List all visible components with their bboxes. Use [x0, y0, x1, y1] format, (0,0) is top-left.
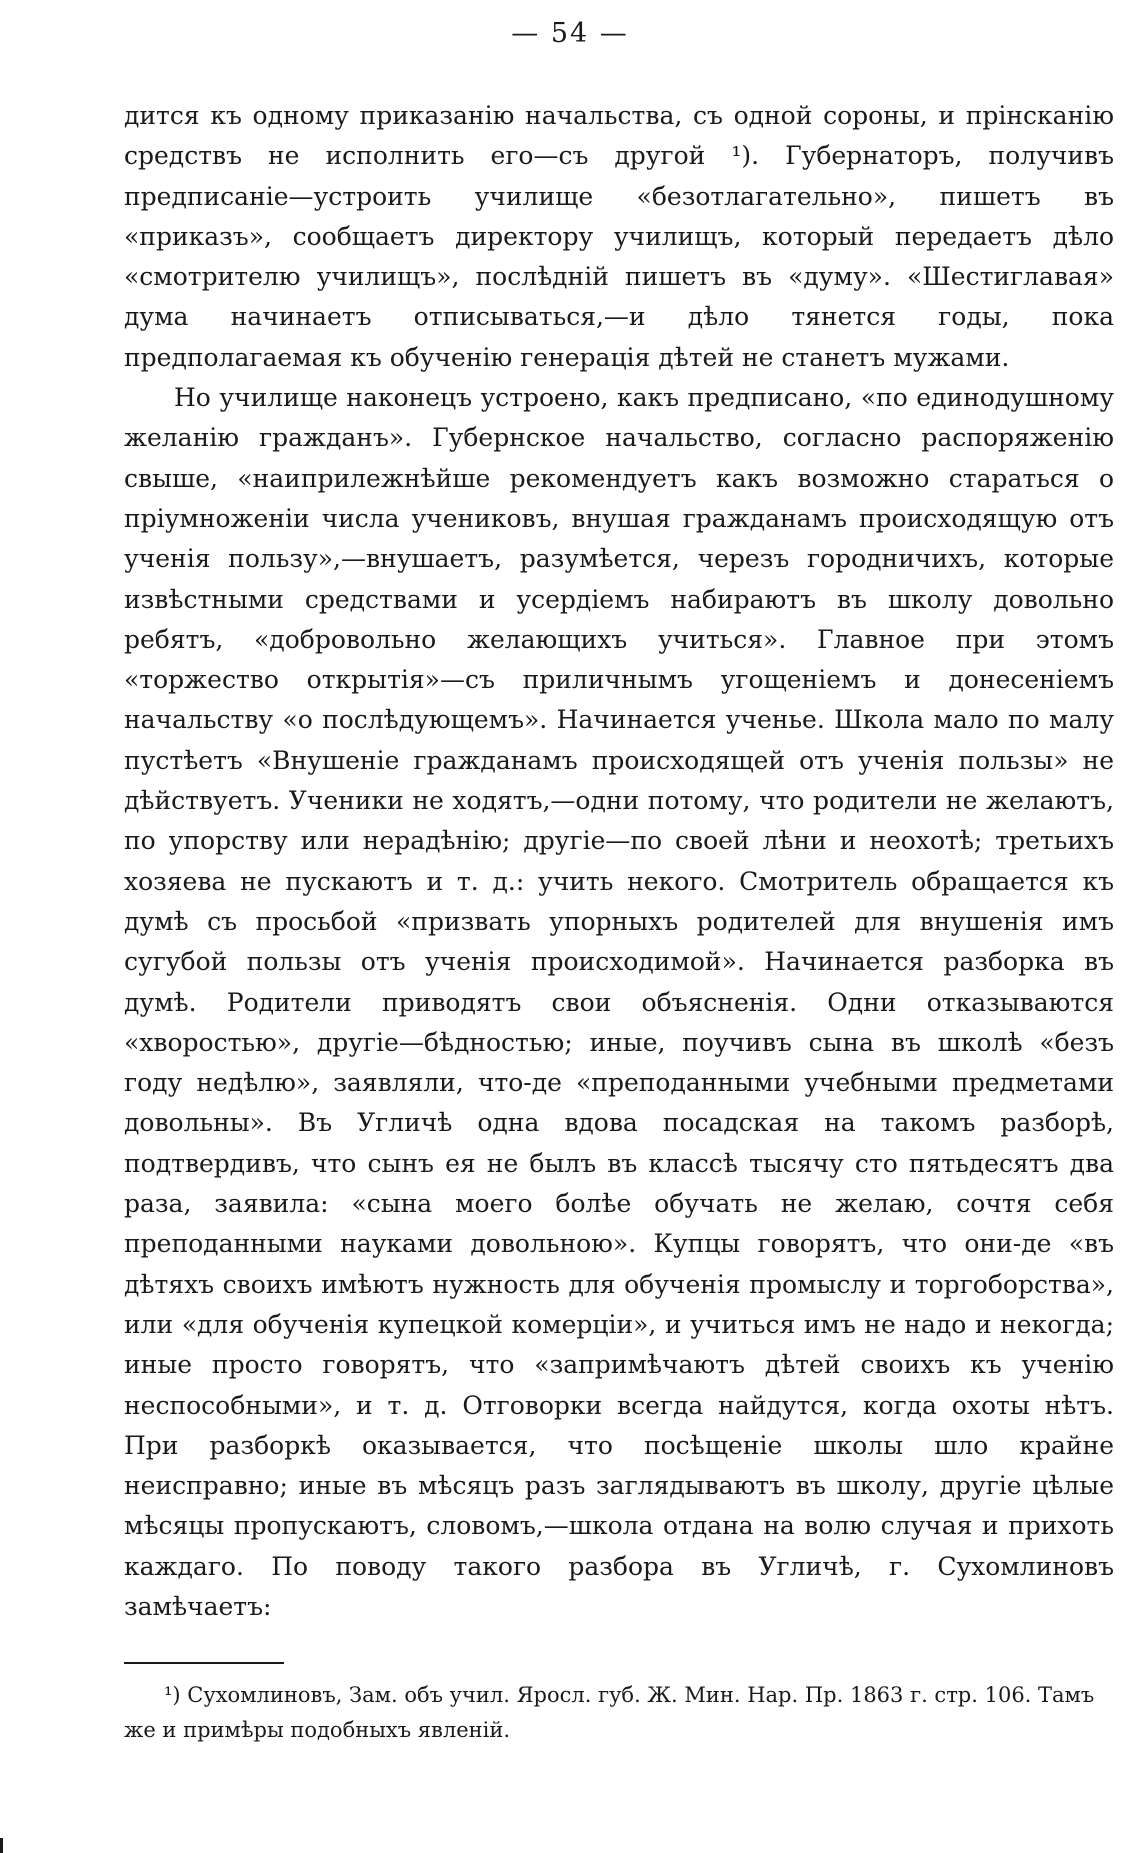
footnote-text: ¹) Сухомлиновъ, Зам. объ учил. Яросл. губ. Ж. Мин. Нар. Пр. 1863 г. стр. 106. Тамъ же и примѣры подобныхъ явленій.	[124, 1683, 1095, 1742]
paragraph-2: Но училище наконецъ устроено, какъ предписано, «по единодушному желанію гражданъ». Губернское начальство, согласно распоряженію свыше, «наиприлежнѣйше рекомендуетъ какъ возможно стараться о пріумноженіи числа учениковъ, внушая гражданамъ происходящую отъ ученія пользу»,—внушаетъ, разумѣется, черезъ городничихъ, которые извѣстными средствами и усердіемъ набираютъ въ школу довольно ребятъ, «добровольно желающихъ учиться». Главное при этомъ «торжество открытія»—съ приличнымъ угощеніемъ и донесеніемъ начальству «о послѣдующемъ». Начинается ученье. Школа мало по малу пустѣетъ «Внушеніе гражданамъ происходящей отъ ученія пользы» не дѣйствуетъ. Ученики не ходятъ,—одни потому, что родители не желаютъ, по упорству или нерадѣнію; другіе—по своей лѣни и неохотѣ; третьихъ хозяева не пускаютъ и т. д.: учить некого. Смотритель обращается къ думѣ съ просьбой «призвать упорныхъ родителей для внушенія имъ сугубой пользы отъ ученія происходимой». Начинается разборка въ думѣ. Родители приводятъ свои объясненія. Одни отказываются «хворостью», другіе—бѣдностью; иные, поучивъ сына въ школѣ «безъ году недѣлю», заявляли, что-де «преподанными учебными предметами довольны». Въ Угличѣ одна вдова посадская на такомъ разборѣ, подтвердивъ, что сынъ ея не былъ въ классѣ тысячу сто пятьдесятъ два раза, заявила: «сына моего болѣе обучать не желаю, сочтя себя преподанными науками довольною». Купцы говорятъ, что они-де «въ дѣтяхъ своихъ имѣютъ нужность для обученія промыслу и торгоборства», или «для обученія купецкой комерціи», и учиться имъ не надо и некогда; иные просто говорятъ, что «запримѣчаютъ дѣтей своихъ къ ученію неспособными», и т. д. Отговорки всегда найдутся, когда охоты нѣтъ. При разборкѣ оказывается, что посѣщеніе школы шло крайне неисправно; иные въ мѣсяцъ разъ заглядываютъ въ школу, другіе цѣлые мѣсяцы пропускаютъ, словомъ,—школа отдана на волю случая и прихоть каждаго. По поводу такого разбора въ Угличѣ, г. Сухомлиновъ замѣчаетъ:	[124, 383, 1114, 1621]
footnote-divider	[124, 1662, 284, 1664]
body-text	[124, 96, 1114, 1627]
scan-margin-mark	[0, 1838, 3, 1853]
paragraph-1: дится къ одному приказанію начальства, съ одной сороны, и прінсканію средствъ не исполнить его—съ другой ¹). Губернаторъ, получивъ предписаніе—устроить училище «безотлагательно», пишетъ въ «приказъ», сообщаетъ директору училищъ, который передаетъ дѣло «смотрителю училищъ», послѣдній пишетъ въ «думу». «Шестиглавая» дума начинаетъ отписываться,—и дѣло тянется годы, пока предполагаемая къ обученію генерація дѣтей не станетъ мужами.	[124, 101, 1114, 372]
footnote	[124, 1678, 1114, 1748]
page-number: — 54 —	[511, 18, 629, 49]
